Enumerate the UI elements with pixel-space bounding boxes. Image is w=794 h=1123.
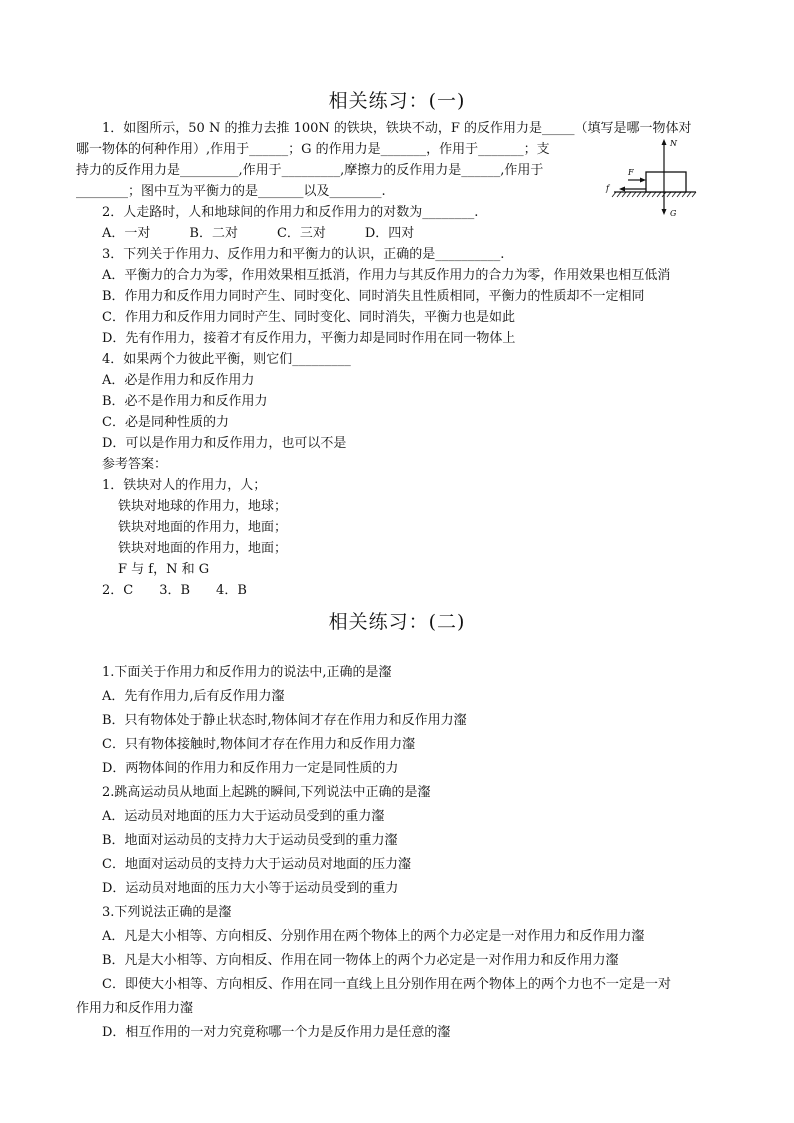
s2-q1-option-b: B．只有物体处于静止状态时,物体间才存在作用力和反作用力瀣	[102, 713, 467, 728]
q2-stem: 2．人走路时，人和地球间的作用力和反作用力的对数为________.	[102, 205, 479, 220]
answer-1-line-2: 铁块对地球的作用力，地球；	[118, 499, 288, 514]
s2-q2-option-a: A．运动员对地面的压力大于运动员受到的重力瀣	[102, 809, 385, 824]
answer-1: 1．铁块对人的作用力，人；	[102, 478, 267, 493]
s2-q2-stem: 2.跳高运动员从地面上起跳的瞬间,下列说法中正确的是瀣	[102, 785, 431, 800]
q3-option-d: D．先有作用力，接着才有反作用力，平衡力却是同时作用在同一物体上	[102, 331, 516, 346]
label-f-push: F	[628, 168, 634, 177]
s2-q3-stem: 3.下列说法正确的是瀣	[102, 905, 232, 920]
q1-line-4: ________；图中互为平衡力的是_______以及________.	[76, 184, 386, 199]
q4-option-d: D．可以是作用力和反作用力，也可以不是	[102, 436, 347, 451]
s2-q1-option-c: C．只有物体接触时,物体间才存在作用力和反作用力瀣	[102, 737, 416, 752]
q3-stem: 3．下列关于作用力、反作用力和平衡力的认识，正确的是__________.	[102, 247, 505, 262]
iron-block	[646, 172, 686, 192]
s2-q3-option-d: D．相互作用的一对力究竟称哪一个力是反作用力是任意的瀣	[102, 1025, 451, 1040]
section-2-title: 相关练习：(二)	[328, 611, 466, 633]
section-1-title: 相关练习：(一)	[328, 90, 466, 112]
q1-line-1: 1．如图所示，50 N 的推力去推 100N 的铁块，铁块不动，F 的反作用力是_____（填写是哪一物体对	[102, 121, 692, 136]
s2-q3-option-c-continued: 作用力和反作用力瀣	[76, 1001, 194, 1016]
force-diagram	[600, 136, 700, 220]
q4-option-a: A．必是作用力和反作用力	[102, 373, 255, 388]
q2-options: A．一对 B．二对 C．三对 D．四对	[102, 226, 415, 241]
answer-1-line-5: F 与 f，N 和 G	[118, 562, 210, 577]
answers-2-4: 2．C 3．B 4．B	[102, 583, 247, 598]
q4-option-c: C．必是同种性质的力	[102, 415, 229, 430]
q4-stem: 4．如果两个力彼此平衡，则它们_________	[102, 352, 351, 367]
s2-q1-option-d: D．两物体间的作用力和反作用力一定是同性质的力	[102, 761, 399, 776]
label-f-friction: f	[606, 184, 609, 193]
q3-option-b: B．作用力和反作用力同时产生、同时变化、同时消失且性质相同，平衡力的性质却不一定相同	[102, 289, 645, 304]
q4-option-b: B．必不是作用力和反作用力	[102, 394, 268, 409]
q3-option-c: C．作用力和反作用力同时产生、同时变化、同时消失，平衡力也是如此	[102, 310, 515, 325]
q1-line-2: 哪一物体的何种作用）,作用于______；G 的作用力是_______，作用于_______；支	[76, 142, 550, 157]
s2-q1-option-a: A．先有作用力,后有反作用力瀣	[102, 689, 285, 704]
s2-q3-option-c: C．即使大小相等、方向相反、作用在同一直线上且分别作用在两个物体上的两个力也不一定是一对	[102, 977, 671, 992]
answer-1-line-4: 铁块对地面的作用力，地面；	[118, 541, 288, 556]
s2-q1-stem: 1.下面关于作用力和反作用力的说法中,正确的是瀣	[102, 665, 392, 680]
s2-q3-option-b: B．凡是大小相等、方向相反、作用在同一物体上的两个力必定是一对作用力和反作用力瀣	[102, 953, 619, 968]
q1-line-3: 持力的反作用力是_________,作用于_________,摩擦力的反作用力是______,作用于	[76, 163, 544, 178]
label-n: N	[670, 139, 677, 148]
answer-1-line-3: 铁块对地面的作用力，地面；	[118, 520, 288, 535]
s2-q3-option-a: A．凡是大小相等、方向相反、分别作用在两个物体上的两个力必定是一对作用力和反作用力瀣	[102, 929, 645, 944]
s2-q2-option-c: C．地面对运动员的支持力大于运动员对地面的压力瀣	[102, 857, 411, 872]
s2-q2-option-d: D．运动员对地面的压力大小等于运动员受到的重力	[102, 881, 399, 896]
answers-heading: 参考答案：	[102, 457, 168, 472]
s2-q2-option-b: B．地面对运动员的支持力大于运动员受到的重力瀣	[102, 833, 398, 848]
q3-option-a: A．平衡力的合力为零，作用效果相互抵消，作用力与其反作用力的合力为零，作用效果也相互低消	[102, 268, 671, 283]
label-g: G	[670, 209, 677, 218]
